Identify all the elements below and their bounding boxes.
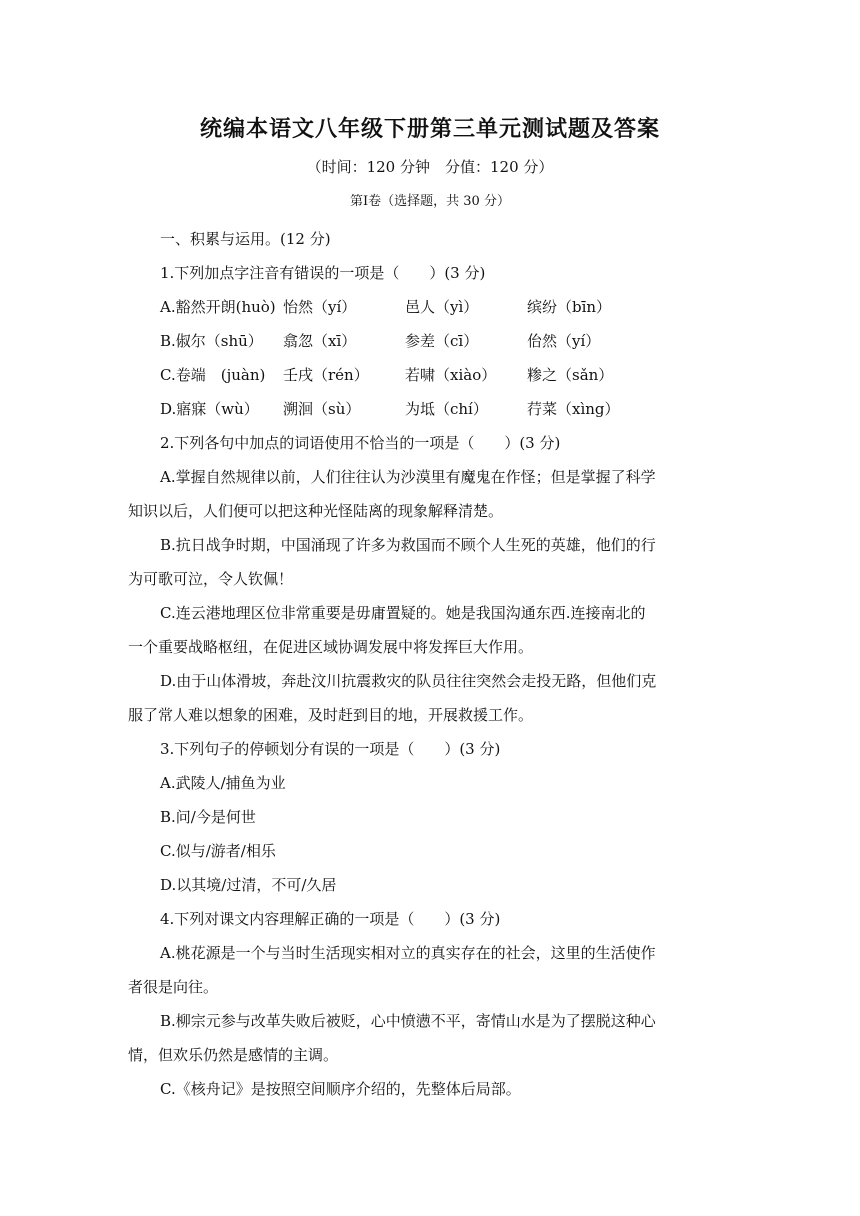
option-item: 佁然（yí） bbox=[527, 332, 601, 350]
exam-body bbox=[128, 222, 732, 1106]
option-item: 怡然（yí） bbox=[283, 298, 357, 316]
exam-info: （时间：120 分钟 分值：120 分） bbox=[306, 158, 554, 176]
question-3-option-c: C.似与/游者/相乐 bbox=[160, 842, 276, 860]
question-1-option-b bbox=[128, 324, 732, 358]
question-2-option-b-line1: B.抗日战争时期，中国涌现了许多为救国而不顾个人生死的英雄，他们的行 bbox=[160, 536, 656, 554]
question-4-option-a-line1: A.桃花源是一个与当时生活现实相对立的真实存在的社会，这里的生活使作 bbox=[160, 944, 656, 962]
option-item: 参差（cī） bbox=[405, 332, 479, 350]
question-4-option-b-line1: B.柳宗元参与改革失败后被贬，心中愤懑不平，寄情山水是为了摆脱这种心 bbox=[160, 1012, 656, 1030]
part-heading: 第Ⅰ卷（选择题，共 30 分） bbox=[350, 194, 510, 209]
question-4-option-b-line2: 情，但欢乐仍然是感情的主调。 bbox=[128, 1046, 339, 1064]
question-2-stem: 2.下列各句中加点的词语使用不恰当的一项是（ ）(3 分) bbox=[160, 434, 561, 452]
question-4-stem: 4.下列对课文内容理解正确的一项是（ ）(3 分) bbox=[160, 910, 501, 928]
question-4-option-a-line2: 者很是向往。 bbox=[128, 978, 219, 996]
question-3-stem: 3.下列句子的停顿划分有误的一项是（ ）(3 分) bbox=[160, 740, 501, 758]
question-2-option-c-line2: 一个重要战略枢纽，在促进区域协调发展中将发挥巨大作用。 bbox=[128, 638, 534, 656]
option-item: 翕忽（xī） bbox=[283, 332, 357, 350]
option-item: C.卷端 (juàn) bbox=[160, 366, 266, 384]
question-1-stem: 1.下列加点字注音有错误的一项是（ ）(3 分) bbox=[160, 264, 486, 282]
option-item: 荇菜（xìng） bbox=[527, 400, 620, 418]
option-item: 壬戌（rén） bbox=[283, 366, 369, 384]
option-item: A.豁然开朗(huò) bbox=[160, 298, 276, 316]
option-item: B.俶尔（shū） bbox=[160, 332, 263, 350]
question-2-option-d-line1: D.由于山体滑坡，奔赴汶川抗震救灾的队员往往突然会走投无路，但他们克 bbox=[160, 672, 657, 690]
question-2-option-a-line2: 知识以后，人们便可以把这种光怪陆离的现象解释清楚。 bbox=[128, 502, 504, 520]
question-2-option-d-line2: 服了常人难以想象的困难，及时赶到目的地，开展救援工作。 bbox=[128, 706, 534, 724]
question-4-option-c: C.《核舟记》是按照空间顺序介绍的，先整体后局部。 bbox=[160, 1080, 521, 1098]
question-2-option-c-line1: C.连云港地理区位非常重要是毋庸置疑的。她是我国沟通东西.连接南北的 bbox=[160, 604, 646, 622]
question-1-option-c bbox=[128, 358, 732, 392]
section-heading: 一、积累与运用。(12 分) bbox=[160, 230, 331, 248]
question-3-option-a: A.武陵人/捕鱼为业 bbox=[160, 774, 286, 792]
question-3-option-d: D.以其境/过清，不可/久居 bbox=[160, 876, 337, 894]
option-item: D.寤寐（wù） bbox=[160, 400, 259, 418]
question-2-option-b-line2: 为可歌可泣，令人钦佩！ bbox=[128, 570, 294, 588]
option-item: 为坻（chí） bbox=[405, 400, 488, 418]
question-3-option-b: B.问/今是何世 bbox=[160, 808, 256, 826]
option-item: 若啸（xiào） bbox=[405, 366, 497, 384]
question-1-option-a bbox=[128, 290, 732, 324]
question-1-option-d bbox=[128, 392, 732, 426]
option-item: 邑人（yì） bbox=[405, 298, 479, 316]
question-2-option-a-line1: A.掌握自然规律以前，人们往往认为沙漠里有魔鬼在作怪；但是掌握了科学 bbox=[160, 468, 656, 486]
option-item: 缤纷（bīn） bbox=[527, 298, 612, 316]
option-item: 糁之（sǎn） bbox=[527, 366, 614, 384]
option-item: 溯洄（sù） bbox=[283, 400, 361, 418]
page-title: 统编本语文八年级下册第三单元测试题及答案 bbox=[199, 116, 660, 142]
